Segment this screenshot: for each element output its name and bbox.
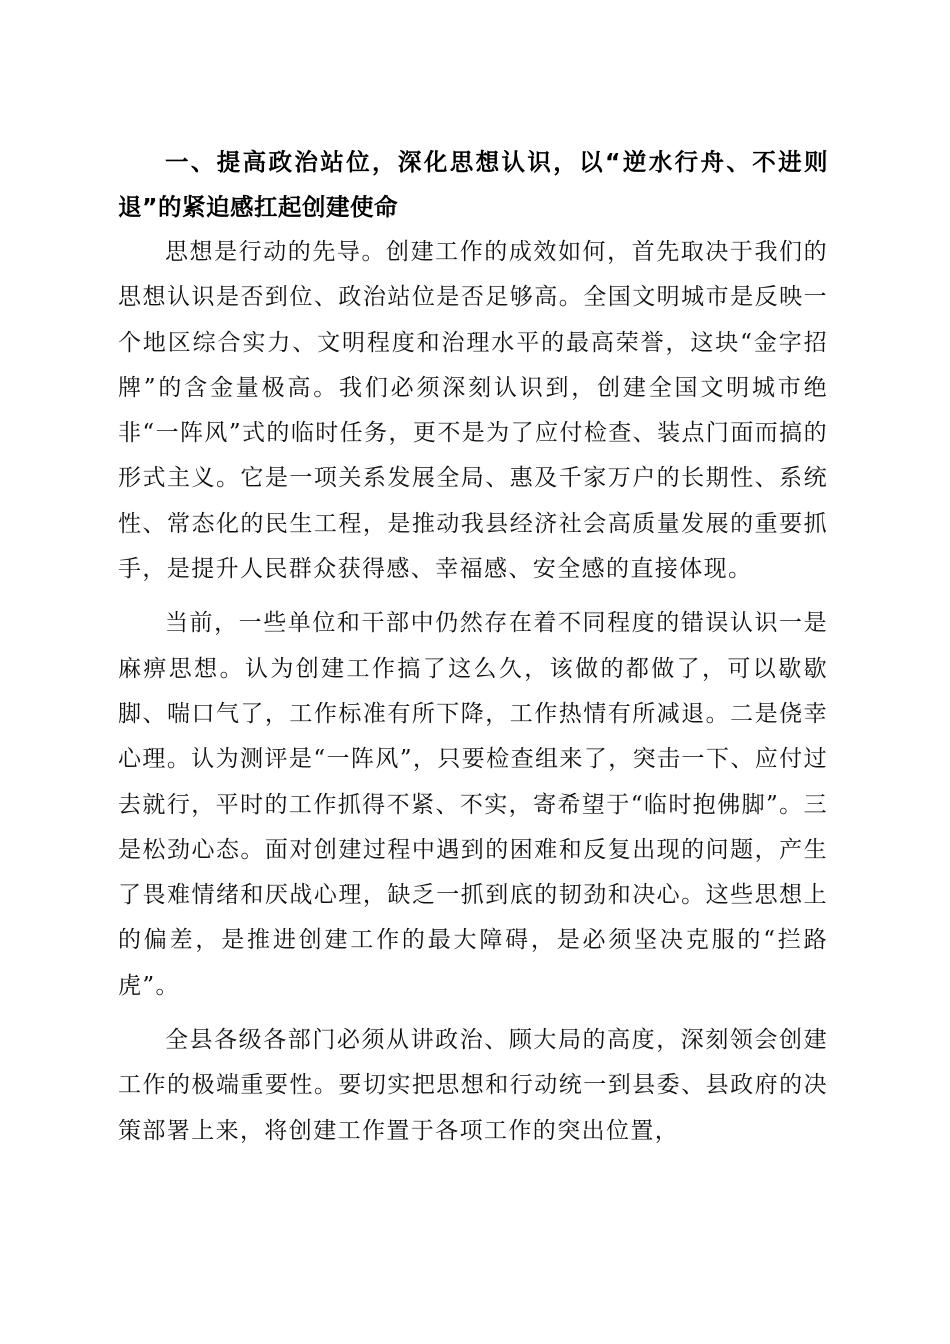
- paragraph-1: 思想是行动的先导。创建工作的成效如何，首先取决于我们的思想认识是否到位、政治站位是否足够高。全国文明城市是反映一个地区综合实力、文明程度和治理水平的最高荣誉，这块“金字招牌”的含金量极高。我们必须深刻认识到，创建全国文明城市绝非“一阵风”式的临时任务，更不是为了应付检查、装点门面而搞的形式主义。它是一项关系发展全局、惠及千家万户的长期性、系统性、常态化的民生工程，是推动我县经济社会高质量发展的重要抓手，是提升人民群众获得感、幸福感、安全感的直接体现。: [118, 239, 828, 583]
- paragraph-2: 当前，一些单位和干部中仍然存在着不同程度的错误认识一是麻痹思想。认为创建工作搞了这么久，该做的都做了，可以歇歇脚、喘口气了，工作标准有所下降，工作热情有所减退。二是侥幸心理。认为测评是“一阵风”，只要检查组来了，突击一下、应付过去就行，平时的工作抓得不紧、不实，寄希望于“临时抱佛脚”。三是松劲心态。面对创建过程中遇到的困难和反复出现的问题，产生了畏难情绪和厌战心理，缺乏一抓到底的韧劲和决心。这些思想上的偏差，是推进创建工作的最大障碍，是必须坚决克服的“拦路虎”。: [118, 610, 828, 999]
- document-body: [118, 140, 828, 1154]
- paragraph-3: 全县各级各部门必须从讲政治、顾大局的高度，深刻领会创建工作的极端重要性。要切实把思想和行动统一到县委、县政府的决策部署上来，将创建工作置于各项工作的突出位置，: [118, 1027, 828, 1144]
- section-heading: 一、提高政治站位，深化思想认识，以“逆水行舟、不进则退”的紧迫感扛起创建使命: [118, 148, 828, 221]
